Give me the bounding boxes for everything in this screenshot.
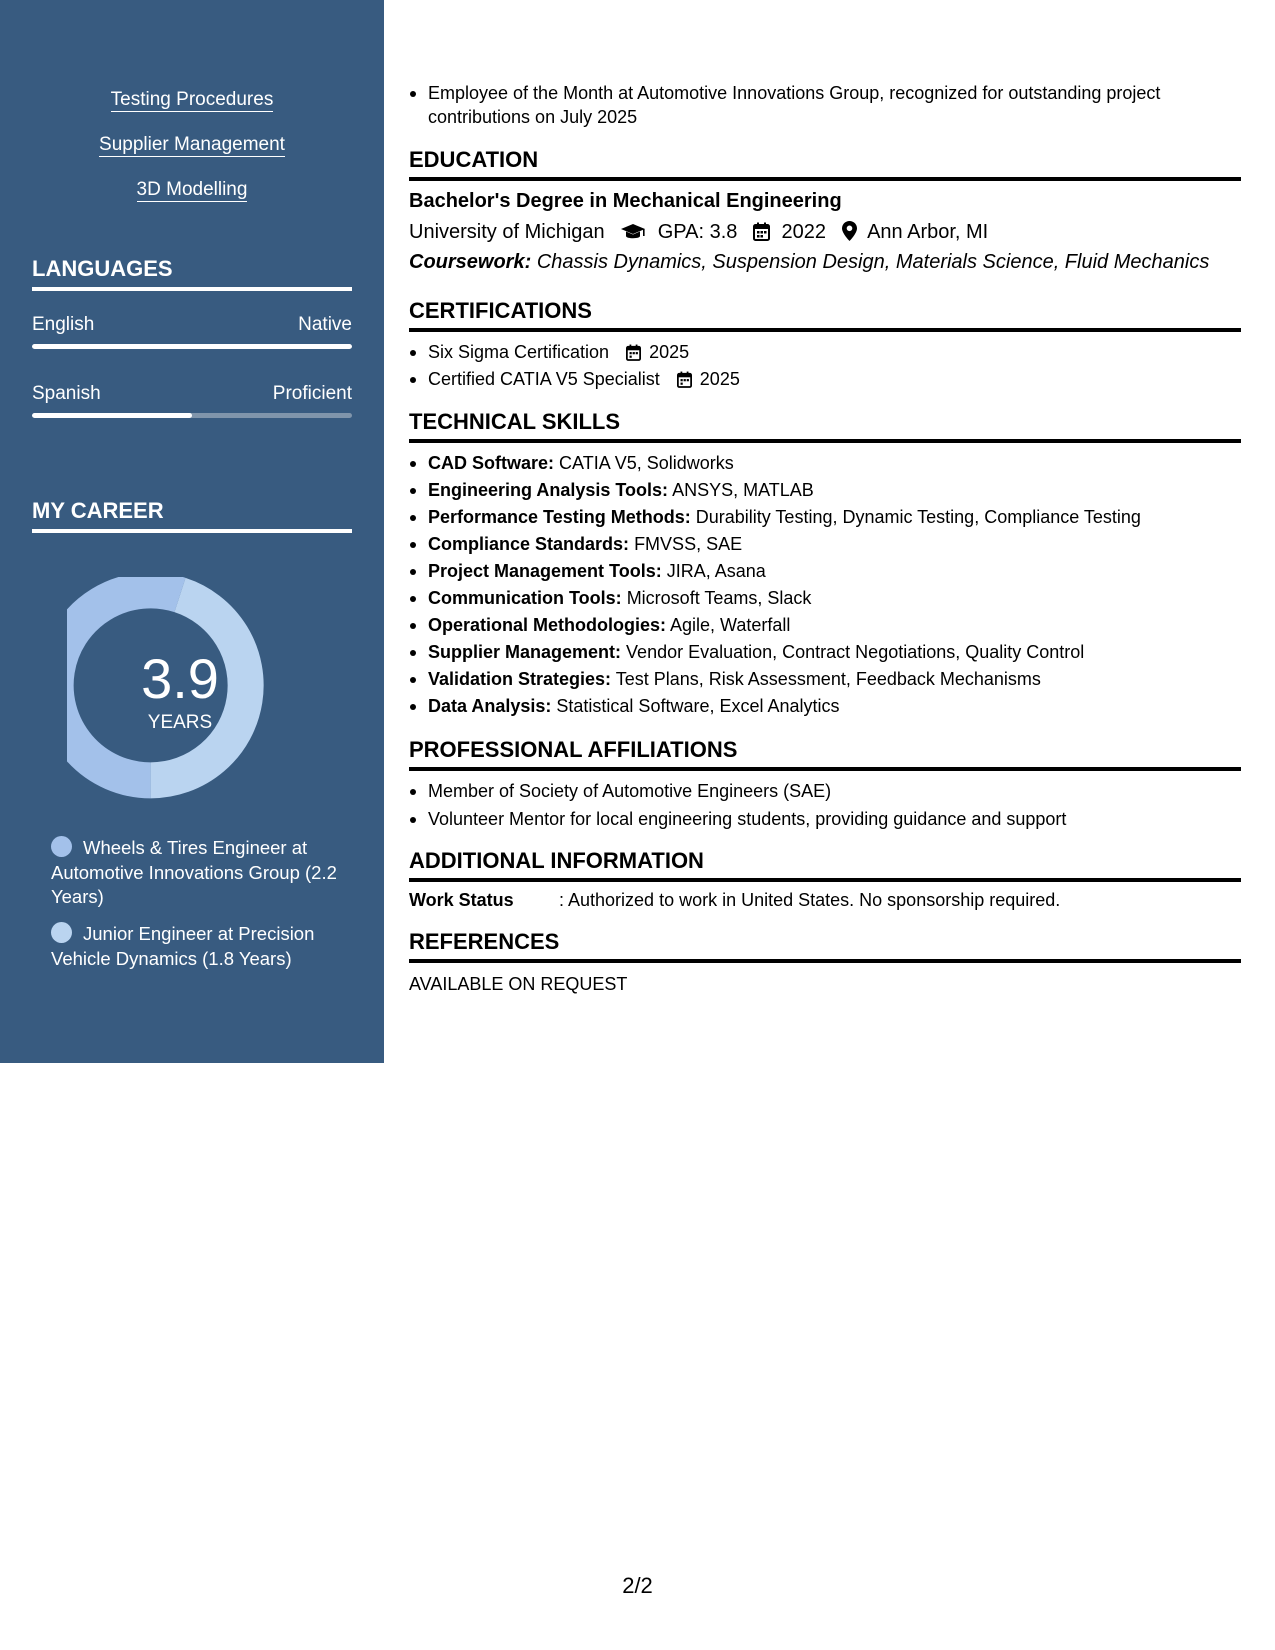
degree-title: Bachelor's Degree in Mechanical Engineering [409,190,842,212]
technical-skills-heading: TECHNICAL SKILLS [409,409,1241,443]
affiliations-heading: PROFESSIONAL AFFILIATIONS [409,737,1241,771]
languages-heading: LANGUAGES [32,256,352,291]
language-bar-english [32,344,352,349]
total-years-label: YEARS [147,712,213,733]
skill-item: Engineering Analysis Tools: ANSYS, MATLAB [428,478,1238,502]
career-donut-chart [67,577,293,803]
certifications-heading: CERTIFICATIONS [409,298,1241,332]
language-name: Spanish [32,383,101,404]
location-pin-icon [842,221,857,241]
skill-item: Project Management Tools: JIRA, Asana [428,559,1238,583]
calendar-icon [753,222,770,241]
skill-item: Supplier Management: Vendor Evaluation, Contract Negotiations, Quality Control [428,640,1238,664]
skill-item: Operational Methodologies: Agile, Waterfall [428,613,1238,637]
education-heading: EDUCATION [409,147,1241,181]
school-name: University of Michigan [409,221,605,243]
skill-item: Data Analysis: Statistical Software, Excel Analytics [428,694,1238,718]
affiliation-item: Member of Society of Automotive Engineers (SAE) [428,779,1238,803]
calendar-icon [677,371,692,388]
work-status-label: Work Status [409,890,514,910]
language-row-english [32,314,352,336]
coursework-list: Chassis Dynamics, Suspension Design, Materials Science, Fluid Mechanics [536,251,1210,273]
legend-dot-icon [51,836,72,857]
language-bar-spanish [32,413,352,418]
career-heading: MY CAREER [32,498,352,533]
work-status-value: : Authorized to work in United States. No sponsorship required. [559,890,1061,910]
sidebar [0,0,384,1063]
language-row-spanish [32,383,352,405]
skill-item: Communication Tools: Microsoft Teams, Slack [428,586,1238,610]
page-number: 2/2 [622,1573,653,1598]
career-item: Junior Engineer at Precision Vehicle Dynamics (1.8 Years) [51,923,315,969]
skill-item: CAD Software: CATIA V5, Solidworks [428,451,1238,475]
coursework [409,249,1241,275]
skill-link-supplier-management[interactable]: Supplier Management [99,134,285,155]
career-item: Wheels & Tires Engineer at Automotive Innovations Group (2.2 Years) [51,837,337,907]
award-item: Employee of the Month at Automotive Innovations Group, recognized for outstanding project contributions on July 2025 [428,81,1238,129]
calendar-icon [626,344,641,361]
language-level: Native [298,314,352,335]
skill-item: Validation Strategies: Test Plans, Risk Assessment, Feedback Mechanisms [428,667,1238,691]
affiliation-item: Volunteer Mentor for local engineering students, providing guidance and support [428,807,1238,831]
certification-item: Six Sigma Certification 2025 [428,340,1238,364]
certification-item: Certified CATIA V5 Specialist 2025 [428,367,1238,391]
work-status-row [409,888,1241,912]
skill-link-3d-modelling[interactable]: 3D Modelling [136,179,248,200]
gpa: GPA: 3.8 [657,221,738,243]
skill-link-testing-procedures[interactable]: Testing Procedures [110,89,274,110]
coursework-label: Coursework: [409,251,532,273]
education-details [409,219,1241,245]
graduation-cap-icon [620,223,646,241]
additional-info-heading: ADDITIONAL INFORMATION [409,848,1241,882]
references-text: AVAILABLE ON REQUEST [409,974,628,994]
language-name: English [32,314,95,335]
language-level: Proficient [272,383,352,404]
donut-center [67,577,293,803]
graduation-year: 2022 [781,221,827,243]
school-location: Ann Arbor, MI [867,221,989,243]
skill-item: Compliance Standards: FMVSS, SAE [428,532,1238,556]
references-heading: REFERENCES [409,929,1241,963]
skill-item: Performance Testing Methods: Durability Testing, Dynamic Testing, Compliance Testing [428,505,1238,529]
legend-dot-icon [51,922,72,943]
total-years-value: 3.9 [141,647,219,710]
